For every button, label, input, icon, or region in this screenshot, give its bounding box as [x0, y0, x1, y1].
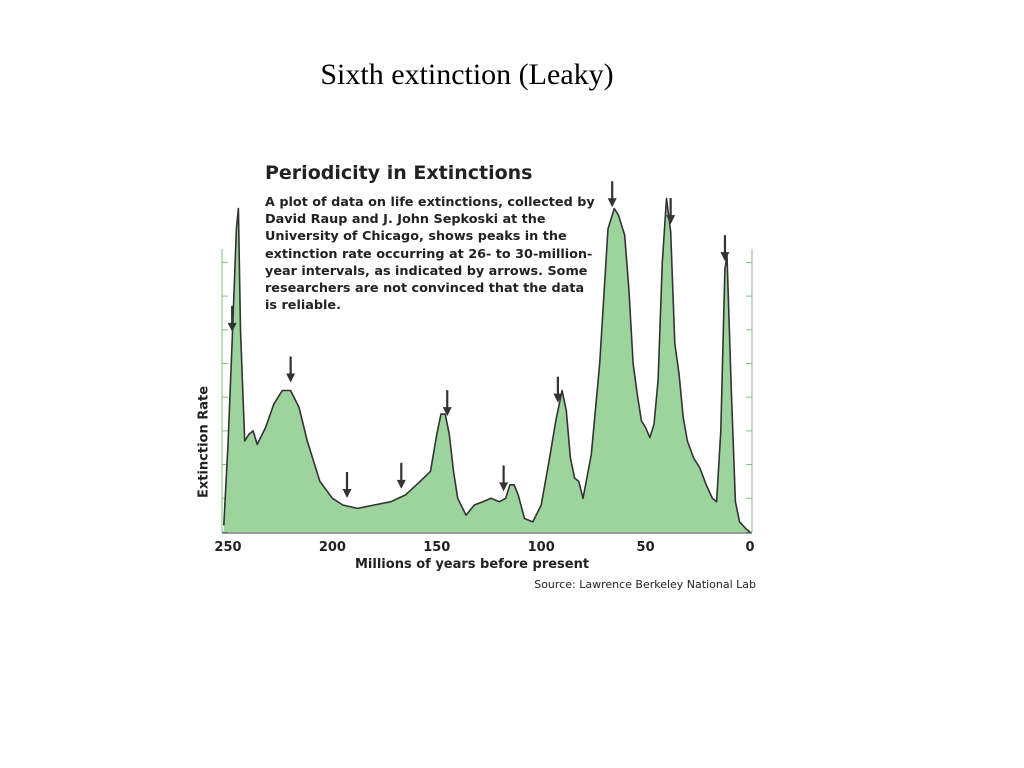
- peak-arrow-icon: [608, 181, 617, 207]
- chart-description: A plot of data on life extinctions, collected by David Raup and J. John Sepkoski at the University of Chicago, shows peaks in the extinction rate occurring at 26- to 30-million-year intervals, as indicated by arrows. Some researchers are not convinced that the data is reliable.: [265, 195, 595, 314]
- x-tick-label: 100: [527, 540, 555, 555]
- y-axis-label: Extinction Rate: [196, 385, 212, 499]
- peak-arrow-icon: [397, 463, 406, 489]
- x-tick-label: 0: [745, 540, 755, 555]
- x-tick-label: 250: [214, 540, 242, 555]
- peak-arrow-icon: [499, 465, 508, 491]
- x-axis-label: Millions of years before present: [355, 557, 590, 572]
- peak-arrow-icon: [286, 356, 295, 382]
- peak-arrow-icon: [443, 390, 452, 416]
- slide-title: Sixth extinction (Leaky): [320, 58, 614, 91]
- x-tick-label: 200: [318, 540, 346, 555]
- peak-arrow-icon: [720, 235, 729, 261]
- x-tick-label: 150: [423, 540, 451, 555]
- peak-arrow-icon: [343, 472, 352, 498]
- chart-figure: [190, 150, 770, 600]
- chart-source: Source: Lawrence Berkeley National Lab: [534, 578, 756, 591]
- x-tick-label: 50: [636, 540, 655, 555]
- chart-title: Periodicity in Extinctions: [265, 162, 533, 184]
